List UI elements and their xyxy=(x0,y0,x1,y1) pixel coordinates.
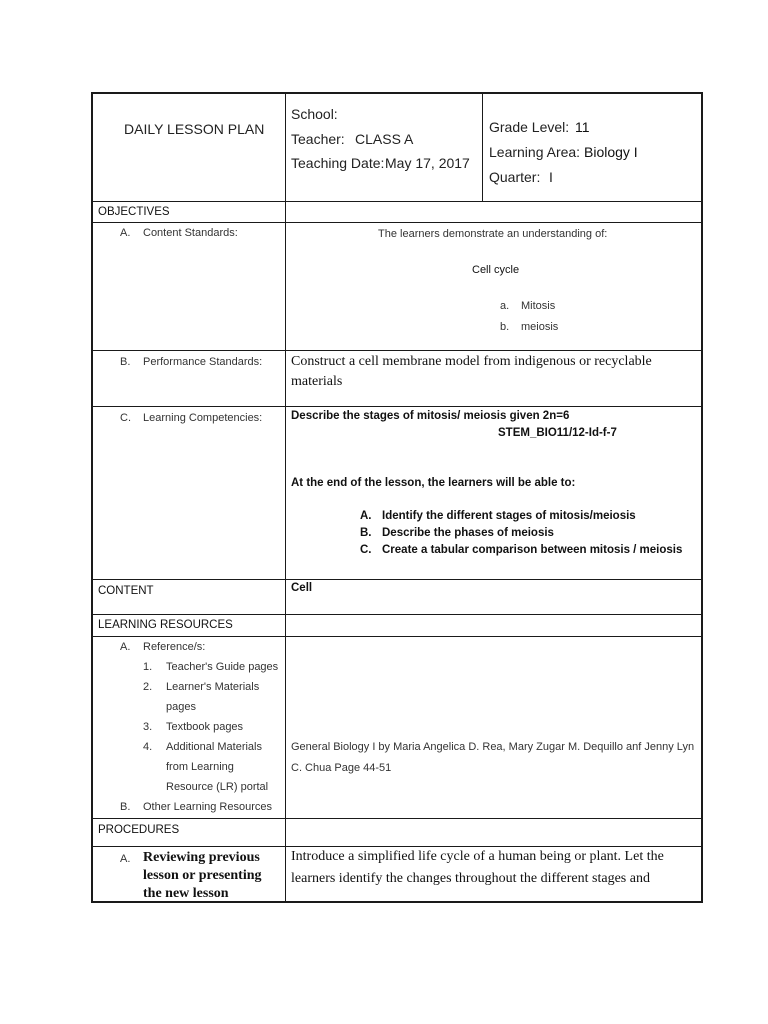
list-item-continuation: Resource (LR) portal xyxy=(166,781,269,793)
content-value: Cell xyxy=(291,582,313,594)
objectives-heading: OBJECTIVES xyxy=(98,206,170,218)
reference-text: General Biology I by Maria Angelica D. Rea, Mary Zugar M. Dequillo anf Jenny Lyn xyxy=(291,741,695,753)
list-item-continuation: from Learning xyxy=(166,761,234,773)
references-label: Reference/s: xyxy=(143,641,206,653)
list-marker: b. xyxy=(500,321,510,333)
row-divider xyxy=(91,350,703,351)
row-divider xyxy=(91,846,703,847)
list-item: Textbook pages xyxy=(166,721,244,733)
performance-standards-letter: B. xyxy=(120,356,131,368)
reference-text-continuation: C. Chua Page 44-51 xyxy=(291,762,392,774)
learning-competencies-letter: C. xyxy=(120,412,131,424)
other-resources-label: Other Learning Resources xyxy=(143,801,273,813)
procedure-a-text-continuation: learners identify the changes throughout the different stages and xyxy=(291,871,650,886)
content-standards-topic: Cell cycle xyxy=(472,264,520,276)
list-item: meiosis xyxy=(521,321,559,333)
content-standards-label: Content Standards: xyxy=(143,227,238,239)
list-marker: C. xyxy=(360,544,372,556)
procedure-a-label-continuation: lesson or presenting xyxy=(143,868,262,883)
teacher-value: CLASS A xyxy=(355,131,414,147)
procedures-heading: PROCEDURES xyxy=(98,824,180,836)
list-item: Identify the different stages of mitosis/meiosis xyxy=(382,510,636,522)
procedure-a-label-continuation: the new lesson xyxy=(143,886,229,901)
list-item-continuation: pages xyxy=(166,701,196,713)
competency-line: Describe the stages of mitosis/ meiosis given 2n=6 xyxy=(291,410,570,422)
teaching-date-value: May 17, 2017 xyxy=(385,155,470,171)
document-title: DAILY LESSON PLAN xyxy=(124,121,265,137)
grade-level-label: Grade Level: xyxy=(489,119,570,135)
learning-competencies-label: Learning Competencies: xyxy=(143,412,263,424)
teacher-label: Teacher: xyxy=(291,131,345,147)
list-item: Learner's Materials xyxy=(166,681,260,693)
list-marker: 2. xyxy=(143,681,153,693)
procedure-a-letter: A. xyxy=(120,853,131,865)
list-marker: A. xyxy=(360,510,372,522)
competency-code: STEM_BIO11/12-Id-f-7 xyxy=(498,427,617,439)
row-divider xyxy=(91,818,703,819)
learning-area-label: Learning Area: xyxy=(489,144,581,160)
content-standards-letter: A. xyxy=(120,227,131,239)
row-divider xyxy=(91,636,703,637)
list-marker: 1. xyxy=(143,661,153,673)
list-marker: 4. xyxy=(143,741,153,753)
list-item: Additional Materials xyxy=(166,741,262,753)
column-divider xyxy=(285,92,286,903)
performance-standards-label: Performance Standards: xyxy=(143,356,263,368)
other-resources-letter: B. xyxy=(120,801,131,813)
row-divider xyxy=(91,579,703,580)
school-label: School: xyxy=(291,106,338,122)
competency-intro: At the end of the lesson, the learners will be able to: xyxy=(291,477,576,489)
grade-level-value: 11 xyxy=(575,119,590,135)
content-heading: CONTENT xyxy=(98,585,154,597)
performance-standards-text: Construct a cell membrane model from indigenous or recyclable materials xyxy=(291,354,652,389)
row-divider xyxy=(91,406,703,407)
teaching-date-label: Teaching Date: xyxy=(291,155,385,171)
list-item: Describe the phases of meiosis xyxy=(382,527,554,539)
quarter-label: Quarter: xyxy=(489,169,541,185)
header-divider xyxy=(482,92,483,201)
content-standards-intro: The learners demonstrate an understanding of: xyxy=(378,228,608,240)
quarter-value: I xyxy=(549,169,553,185)
list-marker: 3. xyxy=(143,721,153,733)
list-marker: B. xyxy=(360,527,372,539)
procedure-a-label: Reviewing previous xyxy=(143,850,260,865)
learning-area-value: Biology I xyxy=(584,144,638,160)
list-item: Mitosis xyxy=(521,300,556,312)
list-item: Teacher's Guide pages xyxy=(166,661,279,673)
row-divider xyxy=(91,201,703,202)
references-letter: A. xyxy=(120,641,131,653)
row-divider xyxy=(91,222,703,223)
list-marker: a. xyxy=(500,300,510,312)
row-divider xyxy=(91,614,703,615)
list-item: Create a tabular comparison between mitosis / meiosis xyxy=(382,544,683,556)
procedure-a-text: Introduce a simplified life cycle of a human being or plant. Let the xyxy=(291,849,664,864)
learning-resources-heading: LEARNING RESOURCES xyxy=(98,619,233,631)
